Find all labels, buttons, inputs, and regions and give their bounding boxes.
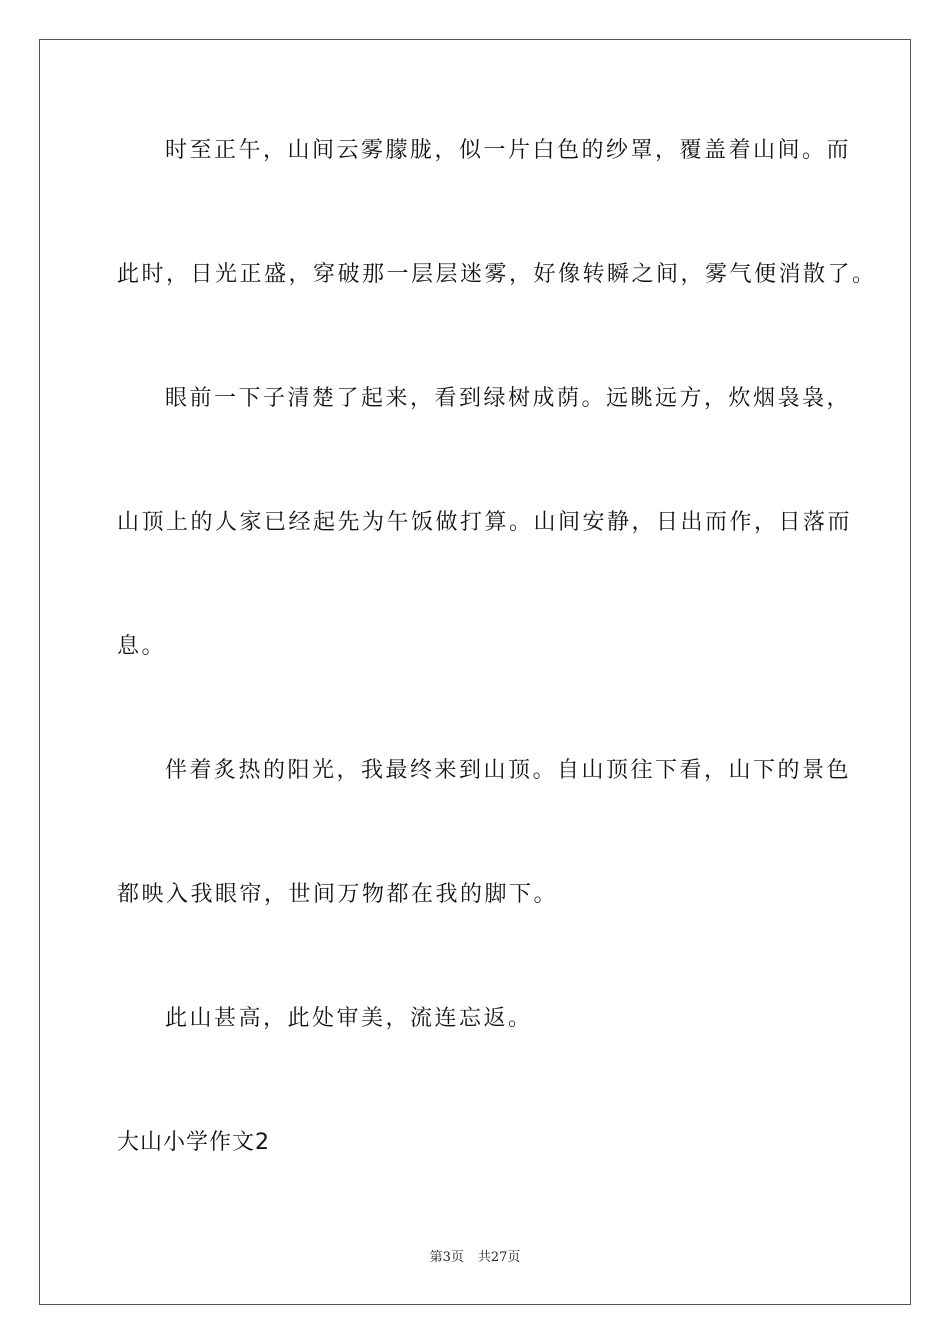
section-heading: 大山小学作文2 bbox=[117, 1130, 270, 1155]
paragraph-line: 息。 bbox=[117, 634, 167, 659]
paragraph-line: 此山甚高，此处审美，流连忘返。 bbox=[165, 1006, 533, 1031]
paragraph-line: 都映入我眼帘，世间万物都在我的脚下。 bbox=[117, 882, 559, 907]
page-frame bbox=[39, 39, 911, 1305]
page-footer bbox=[0, 1246, 950, 1265]
paragraph-line: 山顶上的人家已经起先为午饭做打算。山间安静，日出而作，日落而 bbox=[117, 510, 853, 535]
paragraph-line: 眼前一下子清楚了起来，看到绿树成荫。远眺远方，炊烟袅袅， bbox=[165, 386, 852, 411]
paragraph-line: 此时，日光正盛，穿破那一层层迷雾，好像转瞬之间，雾气便消散了。 bbox=[117, 262, 877, 287]
paragraph-line: 时至正午，山间云雾朦胧，似一片白色的纱罩，覆盖着山间。而 bbox=[165, 138, 852, 163]
paragraph-line: 伴着炙热的阳光，我最终来到山顶。自山顶往下看，山下的景色 bbox=[165, 758, 852, 783]
page-total: 共27页 bbox=[477, 1250, 521, 1265]
page-number: 第3页 bbox=[429, 1250, 464, 1265]
